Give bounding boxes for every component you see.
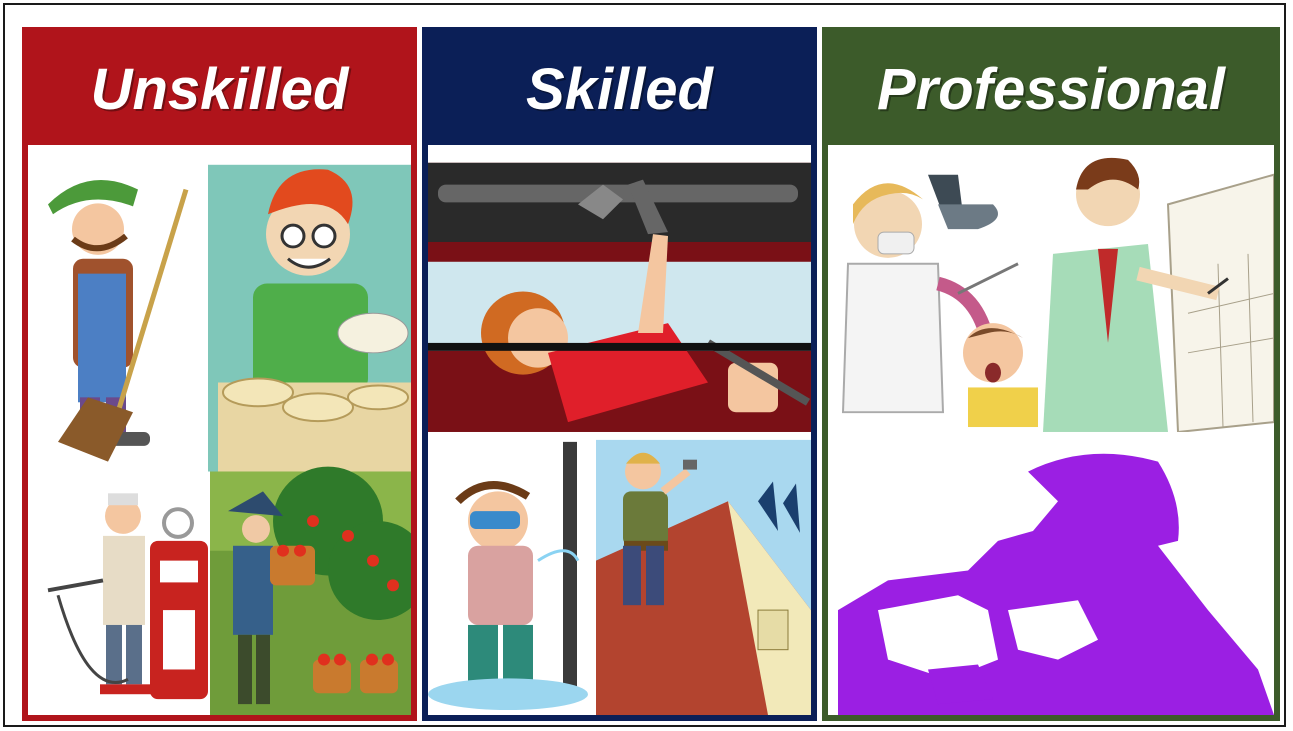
- professional-title: Professional: [876, 56, 1226, 122]
- dentist-illustration: [828, 145, 1038, 432]
- professional-header: [828, 33, 1274, 145]
- unskilled-header: [28, 33, 411, 145]
- mechanic-illustration: [428, 163, 811, 432]
- fruit-picker-illustration: [210, 467, 411, 715]
- skilled-header: [428, 33, 811, 145]
- plumber-illustration: [428, 440, 596, 715]
- infographic-frame: [3, 3, 1286, 727]
- skilled-illustrations: [428, 145, 811, 715]
- unskilled-illustrations: [28, 145, 411, 715]
- skilled-panel: [422, 27, 817, 721]
- architect-illustration: [1038, 145, 1274, 432]
- skilled-title: Skilled: [526, 56, 713, 122]
- professional-panel: [822, 27, 1280, 721]
- dishwasher-illustration: [208, 165, 411, 472]
- scientist-microscope-illustration: [828, 432, 1274, 715]
- street-sweeper-illustration: [28, 145, 208, 472]
- unskilled-title: Unskilled: [90, 56, 349, 122]
- unskilled-panel: [22, 27, 417, 721]
- gas-station-attendant-illustration: [28, 472, 210, 715]
- professional-illustrations: [828, 145, 1274, 715]
- roofer-illustration: [596, 440, 811, 715]
